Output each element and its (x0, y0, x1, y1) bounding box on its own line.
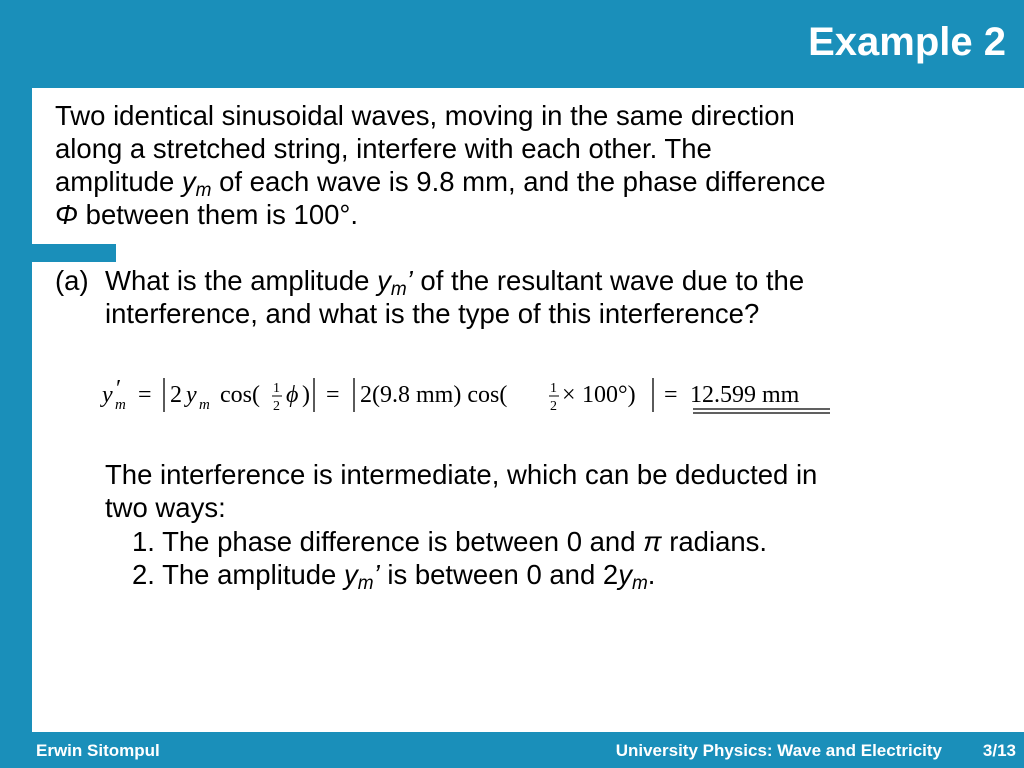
question-text: What is the amplitude (105, 265, 378, 296)
eq-close-1: ) (302, 382, 310, 408)
question-line-2 (105, 298, 759, 330)
eq-angle: 100°) (582, 382, 636, 408)
eq-ym-sub: m (199, 397, 210, 413)
amplitude-symbol: y (343, 559, 358, 590)
answer-text: radians. (661, 526, 768, 557)
eq-lhs-sub: m (115, 397, 126, 413)
pi-symbol: π (643, 526, 662, 557)
eq-result: 12.599 mm (690, 382, 800, 408)
answer-line-2 (105, 492, 226, 524)
answer-item-2 (132, 559, 655, 600)
question-text: of the resultant wave due to the (412, 265, 805, 296)
eq-half-num-1: 1 (273, 381, 280, 396)
eq-equals-3: = (664, 382, 678, 408)
answer-text: is between 0 and 2 (379, 559, 619, 590)
problem-line-1 (55, 100, 795, 132)
eq-two: 2 (170, 382, 182, 408)
answer-text: . (647, 559, 656, 590)
eq-half-den-1: 2 (273, 399, 280, 414)
eq-lhs-y: y (102, 382, 113, 408)
eq-equals-1: = (138, 382, 152, 408)
eq-phi: ϕ (286, 382, 299, 408)
question-text: interference, and what is the type of this interference? (105, 298, 760, 329)
problem-text: between them is 100°. (78, 199, 359, 230)
problem-line-2 (55, 133, 712, 165)
answer-text: The interference is intermediate, which can be deducted in (105, 459, 818, 490)
footer-author: Erwin Sitompul (36, 741, 160, 760)
amplitude-subscript: m (195, 180, 212, 201)
question-label-text: (a) (55, 265, 89, 296)
amplitude-subscript: m (631, 573, 648, 594)
eq-cos-1: cos( (220, 382, 260, 408)
phase-symbol: Φ (55, 199, 79, 230)
problem-text: along a stretched string, interfere with each other. The (55, 133, 712, 164)
amplitude-symbol: y (618, 559, 632, 590)
answer-item-1 (132, 526, 767, 558)
amplitude-symbol: y (377, 265, 391, 296)
accent-bar (0, 244, 116, 262)
problem-line-4 (55, 199, 358, 231)
amplitude-subscript: m (357, 573, 374, 594)
footer-page-number: 3/13 (982, 741, 1016, 760)
amplitude-subscript: m (390, 279, 407, 300)
problem-text: Two identical sinusoidal waves, moving in the same direction (55, 100, 795, 131)
prime-mark: ’ (373, 559, 380, 590)
answer-text: 1. The phase difference is between 0 and (132, 526, 644, 557)
amplitude-equation (100, 372, 840, 432)
eq-ym-y: y (186, 382, 197, 408)
eq-times: × (562, 382, 576, 408)
question-label (55, 265, 89, 297)
eq-lhs-prime: ′ (116, 376, 122, 402)
slide-title: Example 2 (808, 20, 1006, 64)
eq-half-num-2: 1 (550, 381, 557, 396)
answer-text: two ways: (105, 492, 226, 523)
answer-line-1 (105, 459, 817, 491)
eq-half-den-2: 2 (550, 399, 557, 414)
problem-text: of each wave is 9.8 mm, and the phase difference (211, 166, 826, 197)
footer-course: University Physics: Wave and Electricity (615, 741, 942, 760)
eq-equals-2: = (326, 382, 340, 408)
amplitude-symbol: y (181, 166, 196, 197)
answer-text: 2. The amplitude (132, 559, 344, 590)
eq-mid: 2(9.8 mm) cos( (360, 382, 508, 408)
problem-text: amplitude (55, 166, 182, 197)
prime-mark: ’ (406, 265, 413, 296)
